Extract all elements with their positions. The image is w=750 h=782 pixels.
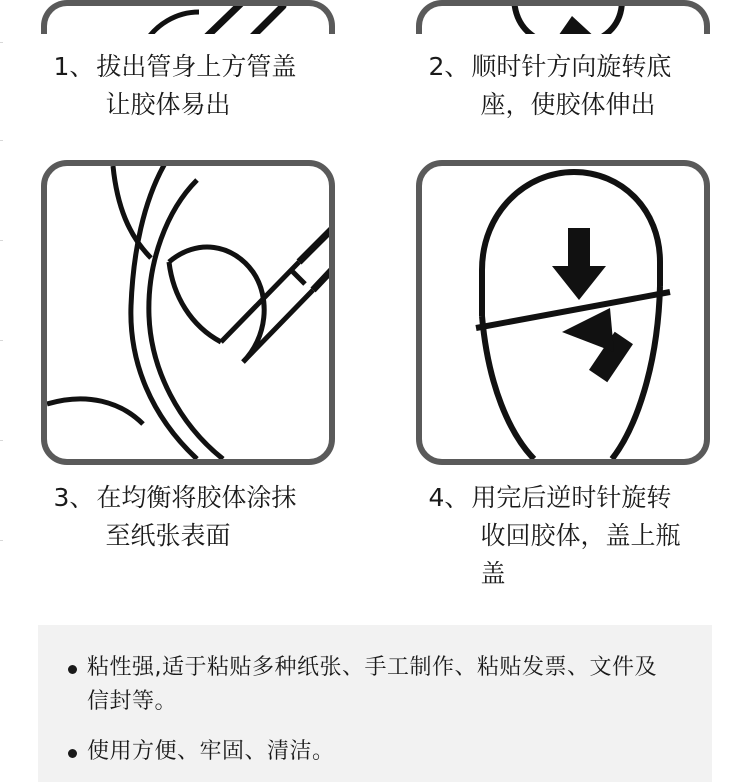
- note-item: [68, 651, 682, 719]
- step-2-caption: [413, 48, 713, 124]
- steps-row-bottom: [0, 160, 750, 593]
- step-3: [0, 160, 375, 593]
- step-3-illustration-panel: [41, 160, 335, 465]
- edge-tick: [0, 540, 3, 541]
- step-1-line1: 拔出管身上方管盖: [96, 52, 297, 81]
- step-1-number: 1、: [53, 52, 95, 81]
- step-3-line2: 至纸张表面: [105, 521, 231, 550]
- product-features-box: [38, 625, 712, 782]
- edge-tick: [0, 240, 3, 241]
- edge-tick: [0, 140, 3, 141]
- edge-tick: [0, 42, 3, 43]
- step-4-line3: 盖: [480, 559, 506, 588]
- up-arrow-icon: [562, 308, 633, 382]
- step-4-line2: 收回胶体，盖上瓶: [480, 521, 681, 550]
- glue-stick-apply-paper-icon: [47, 166, 329, 459]
- bullet-dot-icon: [68, 665, 77, 674]
- step-2-line1: 顺时针方向旋转底: [471, 52, 672, 81]
- step-4: [375, 160, 750, 593]
- step-3-number: 3、: [53, 483, 95, 512]
- step-1-line2: 让胶体易出: [105, 90, 231, 119]
- step-2-number: 2、: [428, 52, 470, 81]
- bullet-dot-icon: [68, 749, 77, 758]
- step-2-line2: 座，使胶体伸出: [480, 90, 656, 119]
- step-1-illustration-panel: [41, 0, 335, 34]
- step-1: [0, 0, 375, 124]
- edge-tick: [0, 340, 3, 341]
- step-4-line1: 用完后逆时针旋转: [471, 483, 672, 512]
- step-3-line1: 在均衡将胶体涂抹: [96, 483, 297, 512]
- step-2: [375, 0, 750, 124]
- note-text-line: 粘性强,适于粘贴多种纸张、手工制作、粘贴发票、文件及: [87, 655, 657, 680]
- glue-stick-twist-base-icon: [422, 6, 710, 34]
- note-text-block: [87, 651, 657, 719]
- note-text-line: 信封等。: [87, 689, 178, 714]
- glue-stick-cap-removal-icon: [47, 6, 335, 34]
- steps-row-top: [0, 0, 750, 124]
- note-item: [68, 735, 682, 769]
- step-2-illustration-panel: [416, 0, 710, 34]
- glue-stick-retract-arrows-icon: [422, 166, 704, 459]
- edge-tick: [0, 440, 3, 441]
- step-4-number: 4、: [428, 483, 470, 512]
- down-arrow-icon: [552, 228, 606, 300]
- step-1-caption: [38, 48, 338, 124]
- step-4-illustration-panel: [416, 160, 710, 465]
- step-4-caption: [413, 479, 713, 593]
- step-3-caption: [38, 479, 338, 555]
- note-text-line: 使用方便、牢固、清洁。: [87, 739, 335, 764]
